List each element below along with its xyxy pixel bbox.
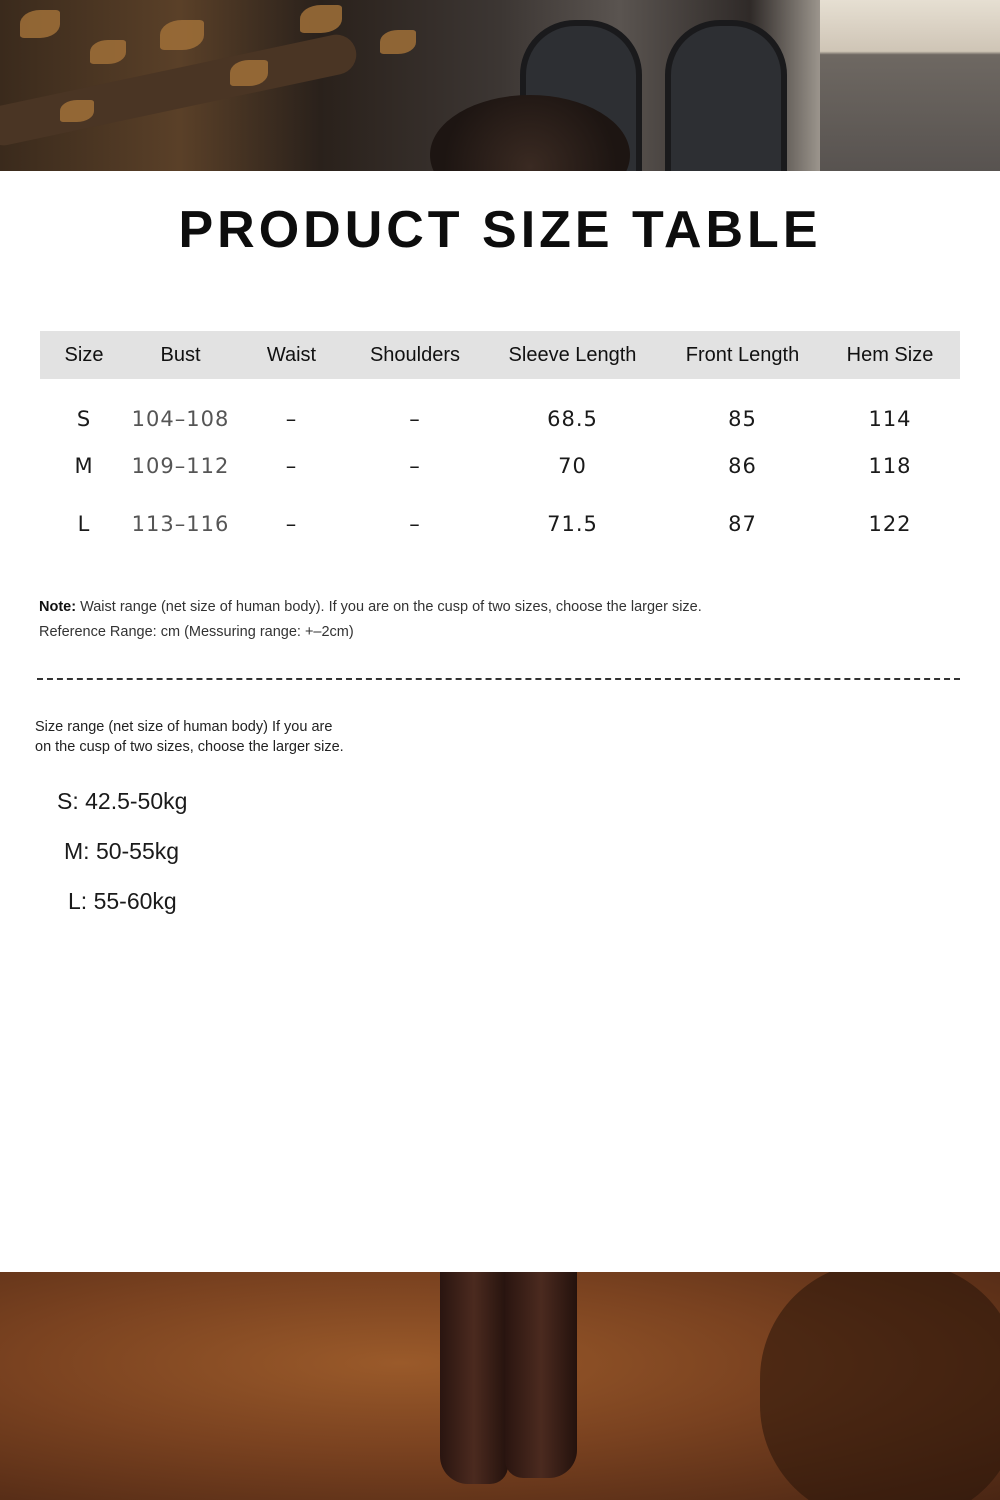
leaf [230, 60, 268, 86]
cell-bust: 113–116 [131, 512, 230, 536]
header-shoulders: Shoulders [350, 331, 480, 379]
ground-shadow [760, 1272, 1000, 1500]
table-header-row [40, 331, 960, 379]
note-line [39, 595, 702, 620]
cell-hem-size: 118 [868, 454, 912, 478]
cell-sleeve-length: 71.5 [547, 512, 598, 536]
header-front-length: Front Length [665, 331, 820, 379]
cell-size: S [76, 407, 92, 431]
header-sleeve-length: Sleeve Length [480, 331, 665, 379]
right-boot [505, 1272, 577, 1478]
cell-waist: – [285, 454, 298, 478]
range-line-1: Size range (net size of human body) If you are [35, 719, 333, 735]
note-label: Note: [39, 599, 77, 615]
size-range-text [35, 717, 344, 757]
cell-bust: 104–108 [131, 407, 230, 431]
leaf [380, 30, 416, 54]
dashed-divider [37, 678, 960, 680]
left-boot [440, 1272, 508, 1484]
header-hem-size: Hem Size [820, 331, 960, 379]
cell-shoulders: – [409, 454, 421, 478]
cell-front-length: 85 [728, 407, 757, 431]
cell-sleeve-length: 68.5 [547, 407, 598, 431]
cell-bust: 109–112 [131, 454, 230, 478]
page-title: PRODUCT SIZE TABLE [178, 201, 822, 259]
range-line-2: on the cusp of two sizes, choose the larger size. [35, 739, 344, 755]
header-size: Size [40, 331, 128, 379]
cell-waist: – [285, 407, 298, 431]
table-row [40, 495, 960, 553]
window-arch [665, 20, 787, 171]
top-photo-banner [0, 0, 1000, 171]
leaf [160, 20, 204, 50]
cell-shoulders: – [409, 407, 421, 431]
table-row [40, 437, 960, 495]
wall-panel [820, 0, 1000, 171]
weight-item-s: S: 42.5-50kg [57, 788, 188, 814]
weight-item-m: M: 50-55kg [64, 838, 180, 864]
note-reference: Reference Range: cm (Messuring range: +–2cm) [39, 624, 354, 640]
cell-size: M [74, 454, 94, 478]
cell-shoulders: – [409, 512, 421, 536]
table-row [40, 379, 960, 437]
cell-front-length: 86 [728, 454, 757, 478]
leaf [90, 40, 126, 64]
size-table [40, 331, 960, 553]
note-text: Waist range (net size of human body). If you are on the cusp of two sizes, choose the larger size. [76, 599, 702, 615]
weight-item-l: L: 55-60kg [68, 888, 177, 914]
size-note [39, 595, 702, 645]
cell-sleeve-length: 70 [558, 454, 587, 478]
cell-waist: – [285, 512, 298, 536]
leaf [20, 10, 60, 38]
cell-front-length: 87 [728, 512, 757, 536]
header-waist: Waist [233, 331, 350, 379]
leaf [300, 5, 342, 33]
cell-size: L [77, 512, 91, 536]
leaf [60, 100, 94, 122]
header-bust: Bust [128, 331, 233, 379]
bottom-photo-banner [0, 1272, 1000, 1500]
cell-hem-size: 114 [868, 407, 912, 431]
cell-hem-size: 122 [868, 512, 912, 536]
